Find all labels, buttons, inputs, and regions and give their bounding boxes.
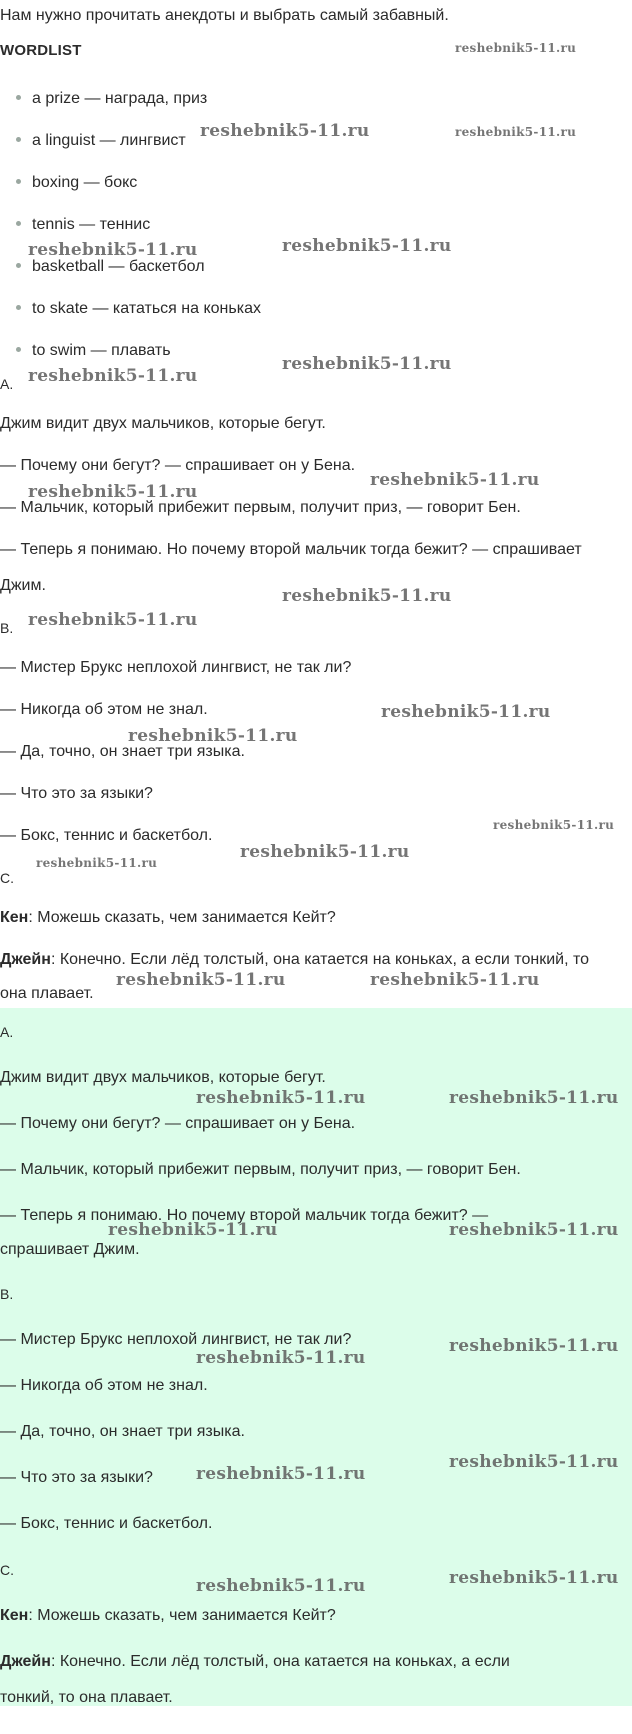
bullet-icon (16, 179, 21, 184)
intro-text: Нам нужно прочитать анекдоты и выбрать самый забавный. (0, 7, 449, 24)
watermark: reshebnik5-11.ru (36, 856, 158, 870)
wordlist-item: to swim — плавать (16, 341, 171, 361)
watermark: reshebnik5-11.ru (370, 970, 540, 990)
watermark: reshebnik5-11.ru (200, 121, 370, 141)
watermark: reshebnik5-11.ru (493, 818, 615, 832)
joke-b-line: — Бокс, теннис и баскетбол. (0, 827, 213, 844)
answer-b-line: — Что это за языки? (0, 1469, 153, 1486)
watermark: reshebnik5-11.ru (240, 842, 410, 862)
watermark: reshebnik5-11.ru (196, 1348, 366, 1368)
watermark: reshebnik5-11.ru (455, 125, 577, 139)
joke-c-ken-line (0, 908, 336, 928)
watermark: reshebnik5-11.ru (381, 702, 551, 722)
wordlist-item: basketball — баскетбол (16, 257, 205, 277)
answer-c-ken-line (0, 1606, 336, 1626)
joke-a-line: — Мальчик, который прибежит первым, получит приз, — говорит Бен. (0, 499, 521, 516)
answer-c-jane-line (0, 1652, 510, 1672)
joke-c-jane-line (0, 950, 589, 970)
joke-a-line: Джим. (0, 577, 46, 594)
answer-a-line: — Почему они бегут? — спрашивает он у Бена. (0, 1115, 356, 1132)
bullet-icon (16, 263, 21, 268)
wordlist-item: to skate — кататься на коньках (16, 299, 261, 319)
bullet-icon (16, 95, 21, 100)
answer-a-line: спрашивает Джим. (0, 1241, 140, 1258)
answer-b-line: — Мистер Брукс неплохой лингвист, не так ли? (0, 1331, 352, 1348)
answer-c-jane-line-cont: тонкий, то она плавает. (0, 1689, 173, 1706)
watermark: reshebnik5-11.ru (282, 586, 452, 606)
answer-a-label: A. (0, 1024, 14, 1040)
answer-c-label: C. (0, 1562, 14, 1578)
joke-b-line: — Никогда об этом не знал. (0, 701, 208, 718)
joke-a-line: — Теперь я понимаю. Но почему второй мальчик тогда бежит? — спрашивает (0, 541, 582, 558)
wordlist-item: a linguist — лингвист (16, 131, 186, 151)
bullet-icon (16, 137, 21, 142)
joke-c-label: C. (0, 870, 14, 886)
joke-b-line: — Мистер Брукс неплохой лингвист, не так ли? (0, 659, 352, 676)
speaker-text: : Можешь сказать, чем занимается Кейт? (28, 1607, 336, 1624)
watermark: reshebnik5-11.ru (28, 366, 198, 386)
answer-b-label: B. (0, 1286, 14, 1302)
wordlist-item: a prize — награда, приз (16, 89, 207, 109)
joke-c-jane-line-cont: она плавает. (0, 985, 94, 1002)
watermark: reshebnik5-11.ru (449, 1336, 619, 1356)
watermark: reshebnik5-11.ru (196, 1576, 366, 1596)
watermark: reshebnik5-11.ru (28, 610, 198, 630)
answer-b-line: — Никогда об этом не знал. (0, 1377, 208, 1394)
joke-a-line: Джим видит двух мальчиков, которые бегут. (0, 415, 326, 432)
joke-b-line: — Да, точно, он знает три языка. (0, 743, 245, 760)
watermark: reshebnik5-11.ru (370, 470, 540, 490)
watermark: reshebnik5-11.ru (449, 1452, 619, 1472)
joke-b-line: — Что это за языки? (0, 785, 153, 802)
watermark: reshebnik5-11.ru (108, 1220, 278, 1240)
answer-b-line: — Да, точно, он знает три языка. (0, 1423, 245, 1440)
watermark: reshebnik5-11.ru (116, 970, 286, 990)
watermark: reshebnik5-11.ru (449, 1220, 619, 1240)
bullet-icon (16, 347, 21, 352)
answer-a-line: — Мальчик, который прибежит первым, получит приз, — говорит Бен. (0, 1161, 521, 1178)
wordlist-item: tennis — теннис (16, 215, 150, 235)
wordlist-heading: WORDLIST (0, 42, 82, 59)
watermark: reshebnik5-11.ru (455, 41, 577, 55)
joke-b-label: B. (0, 620, 14, 636)
watermark: reshebnik5-11.ru (282, 354, 452, 374)
watermark: reshebnik5-11.ru (196, 1464, 366, 1484)
answer-a-line: — Теперь я понимаю. Но почему второй мальчик тогда бежит? — (0, 1207, 489, 1224)
speaker-name: Джейн (0, 1653, 51, 1670)
watermark: reshebnik5-11.ru (449, 1568, 619, 1588)
watermark: reshebnik5-11.ru (28, 240, 198, 260)
speaker-name: Кен (0, 1607, 29, 1624)
bullet-icon (16, 305, 21, 310)
watermark: reshebnik5-11.ru (128, 726, 298, 746)
watermark: reshebnik5-11.ru (449, 1088, 619, 1108)
speaker-text: : Конечно. Если лёд толстый, она катается на коньках, а если (50, 1653, 510, 1670)
speaker-text: : Конечно. Если лёд толстый, она катается на коньках, а если тонкий, то (50, 951, 589, 968)
answer-b-line: — Бокс, теннис и баскетбол. (0, 1515, 213, 1532)
bullet-icon (16, 221, 21, 226)
wordlist-item: boxing — бокс (16, 173, 137, 193)
answer-a-line: Джим видит двух мальчиков, которые бегут. (0, 1069, 326, 1086)
watermark: reshebnik5-11.ru (28, 482, 198, 502)
watermark: reshebnik5-11.ru (282, 236, 452, 256)
joke-a-label: A. (0, 376, 14, 392)
watermark: reshebnik5-11.ru (196, 1088, 366, 1108)
speaker-name: Кен (0, 909, 29, 926)
speaker-name: Джейн (0, 951, 51, 968)
speaker-text: : Можешь сказать, чем занимается Кейт? (28, 909, 336, 926)
joke-a-line: — Почему они бегут? — спрашивает он у Бена. (0, 457, 356, 474)
